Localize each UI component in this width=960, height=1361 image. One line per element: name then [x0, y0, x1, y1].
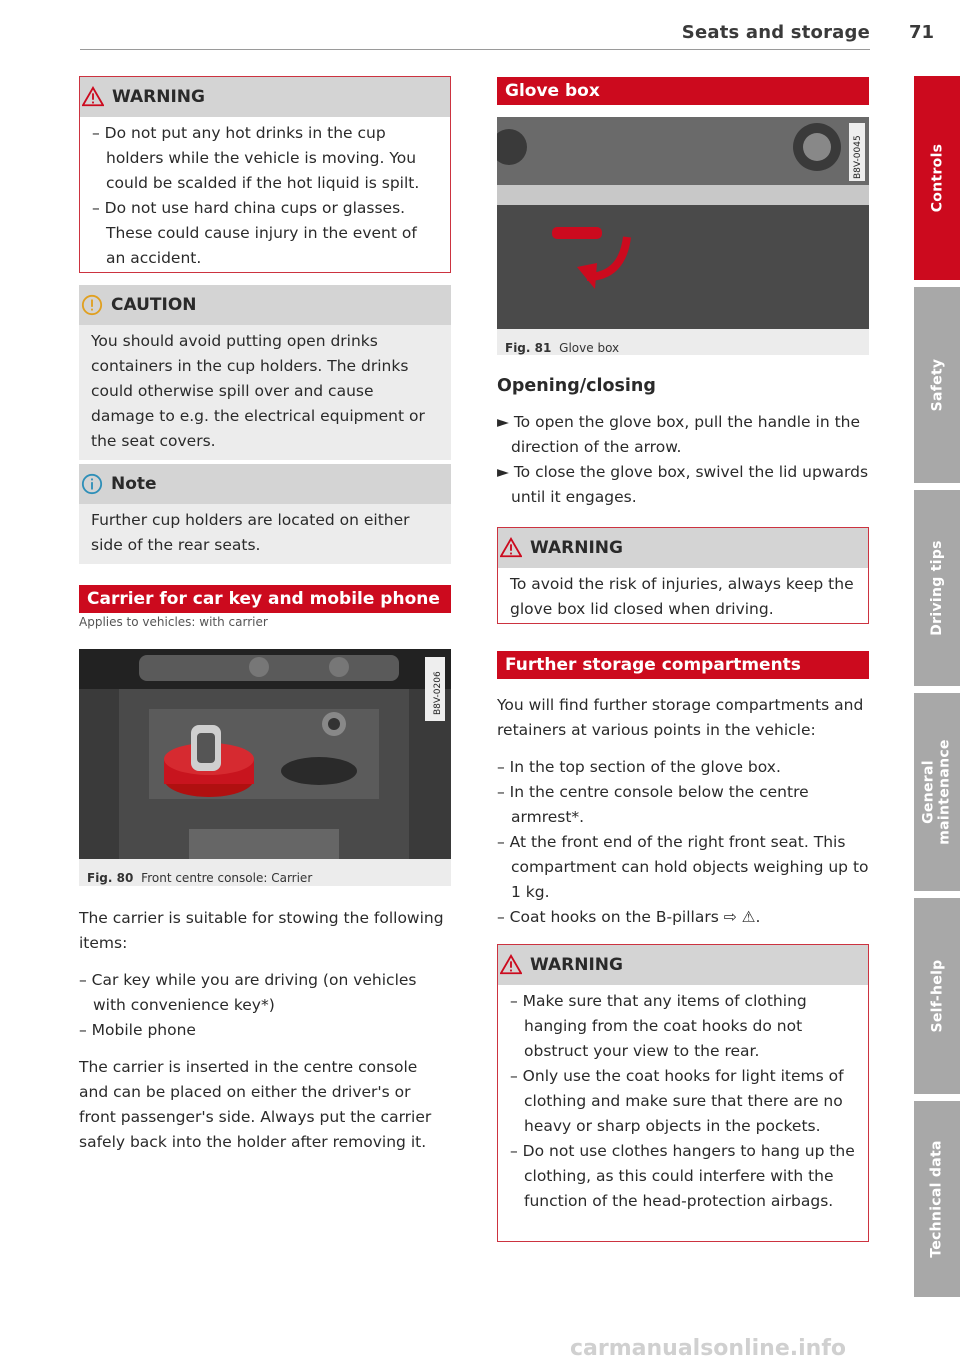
info-icon — [81, 473, 103, 495]
figure-code: B8V-0045 — [853, 135, 863, 179]
caution-box — [79, 285, 451, 452]
applies-to: Applies to vehicles: with carrier — [79, 615, 268, 629]
note-header — [79, 464, 451, 504]
warning-label: WARNING — [530, 538, 623, 558]
caution-header — [79, 285, 451, 325]
list-item: – In the top section of the glove box. — [497, 758, 781, 776]
note-label: Note — [111, 474, 157, 494]
list-item: – Coat hooks on the B-pillars ⇨ ⚠. — [497, 908, 761, 926]
section-title-carrier: Carrier for car key and mobile phone — [79, 585, 451, 613]
section-title-storage: Further storage compartments — [497, 651, 869, 679]
step-item: ► To close the glove box, swivel the lid upwards until it engages. — [497, 463, 869, 506]
chapter-title: Seats and storage — [681, 22, 870, 43]
side-tab-controls[interactable]: Controls — [914, 76, 960, 280]
warning-label: WARNING — [112, 87, 205, 107]
warning-header — [498, 945, 868, 985]
figure-caption-text: Glove box — [559, 341, 620, 355]
list-item: – Car key while you are driving (on vehicles with convenience key*) — [79, 971, 417, 1014]
side-tab-self-help[interactable]: Self-help — [914, 898, 960, 1094]
page-number: 71 — [908, 22, 934, 43]
glove-box-steps — [497, 410, 869, 510]
paragraph: The carrier is inserted in the centre console and can be placed on either the driver's or front passenger's side. Always put the carrier safely back into the holder after removing it. — [79, 1058, 432, 1151]
warning-box-coat-hooks — [497, 944, 869, 1242]
warning-box-cup-holders — [79, 76, 451, 273]
figure-code: B8V-0206 — [433, 671, 443, 715]
warning-header — [80, 77, 450, 117]
header-divider — [80, 49, 870, 50]
list-item: – At the front end of the right front seat. This compartment can hold objects weighing up to 1 kg. — [497, 833, 869, 901]
note-box — [79, 464, 451, 557]
section-title-glove-box: Glove box — [497, 77, 869, 105]
caution-icon — [81, 294, 103, 316]
warning-item: – Make sure that any items of clothing hanging from the coat hooks do not obstruct your view to the rear. — [510, 992, 807, 1060]
warning-item: – Do not use clothes hangers to hang up the clothing, as this could interfere with the function of the head-protection airbags. — [510, 1142, 855, 1210]
warning-icon — [500, 537, 522, 559]
figure-81 — [497, 117, 869, 355]
carrier-description — [79, 906, 451, 1155]
figure-caption — [497, 333, 869, 363]
note-text: Further cup holders are located on either side of the rear seats. — [91, 511, 410, 554]
list-item: – Mobile phone — [79, 1021, 196, 1039]
caution-label: CAUTION — [111, 295, 197, 315]
side-tab-general-maintenance[interactable]: General maintenance — [914, 693, 960, 891]
warning-label: WARNING — [530, 955, 623, 975]
warning-icon — [500, 954, 522, 976]
warning-item: – Do not put any hot drinks in the cup holders while the vehicle is moving. You could be scalded if the hot liquid is spilt. — [92, 124, 420, 192]
caution-text: You should avoid putting open drinks containers in the cup holders. The drinks could otherwise spill over and cause damage to e.g. the electrical equipment or the seat covers. — [91, 332, 425, 450]
figure-80 — [79, 649, 451, 886]
subsection-title: Opening/closing — [497, 376, 656, 396]
paragraph: You will find further storage compartments and retainers at various points in the vehicle: — [497, 696, 864, 739]
figure-number: Fig. 80 — [87, 871, 134, 885]
figure-caption — [79, 863, 451, 893]
paragraph: The carrier is suitable for stowing the following items: — [79, 909, 444, 952]
warning-text: To avoid the risk of injuries, always keep the glove box lid closed when driving. — [510, 575, 854, 618]
side-tab-safety[interactable]: Safety — [914, 287, 960, 483]
storage-description — [497, 693, 869, 930]
warning-icon — [82, 86, 104, 108]
side-tab-technical-data[interactable]: Technical data — [914, 1101, 960, 1297]
watermark: carmanualsonline.info — [570, 1336, 846, 1361]
warning-item: – Only use the coat hooks for light items of clothing and make sure that there are no heavy or sharp objects in the pockets. — [510, 1067, 844, 1135]
list-item: – In the centre console below the centre armrest*. — [497, 783, 809, 826]
warning-item: – Do not use hard china cups or glasses. These could cause injury in the event of an accident. — [92, 199, 417, 267]
figure-number: Fig. 81 — [505, 341, 552, 355]
warning-header — [498, 528, 868, 568]
side-tab-driving-tips[interactable]: Driving tips — [914, 490, 960, 686]
step-item: ► To open the glove box, pull the handle in the direction of the arrow. — [497, 413, 861, 456]
carrier-photo — [79, 649, 451, 859]
warning-box-glove-box — [497, 527, 869, 624]
glove-box-photo — [497, 117, 869, 329]
figure-caption-text: Front centre console: Carrier — [141, 871, 313, 885]
